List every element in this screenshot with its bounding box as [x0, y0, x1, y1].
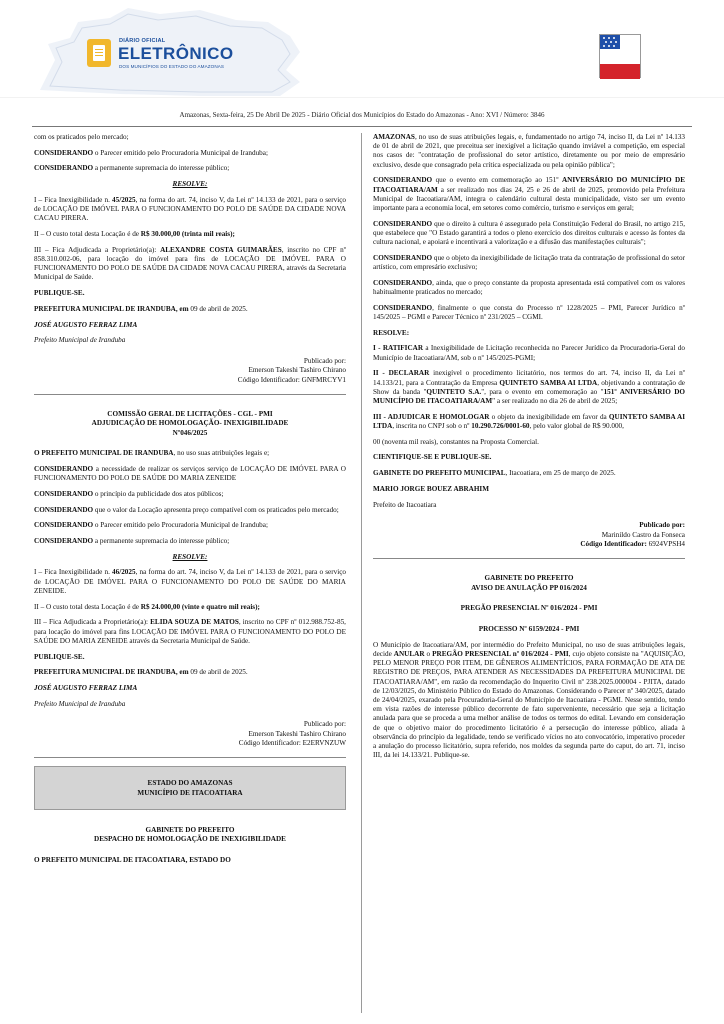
- left-column: [34, 133, 346, 872]
- section-title: GABINETE DO PREFEITO: [484, 574, 574, 583]
- paragraph: III – Fica Adjudicada a Proprietário(a): ELIDA SOUZA DE MATOS, inscrito no CPF nº 012.988.752-85, para locação do imóvel para fins LOCAÇÃO DE IMÓVEL PARA O FUNCIONAMENTO DO POLO DE SAÚDE DO MARIA ZENEIDE através da Secretaria Municipal de Saúde.: [34, 618, 346, 645]
- paragraph: CONSIDERANDO o Parecer emitido pelo Procuradoria Municipal de Iranduba;: [34, 521, 268, 530]
- signature-name: JOSÉ AUGUSTO FERRAZ LIMA: [34, 683, 138, 692]
- section-title: GABINETE DO PREFEITO: [145, 826, 235, 835]
- paragraph: AMAZONAS, no uso de suas atribuições legais, e, fundamentado no artigo 74, inciso II, da Lei nº 14.133 de 01 de abril de 2021, que preceitua ser inexigível a licitação quando inviável a competição, em especial nos casos de: "contratação de profissional do setor artístico, diretamente ou por meio de empresário exclusivo, desde que consagrado pela crítica especializada ou pela opinião pública";: [373, 133, 685, 169]
- state-label: ESTADO DO AMAZONAS: [147, 779, 233, 788]
- paragraph: I – Fica Inexigibilidade n. 46/2025, na forma do art. 74, inciso V, da Lei nº 14.133 de 2021, para o serviço de LOCAÇÃO DE IMÓVEL PARA O FUNCIONAMENTO DO POLO DE SAÚDE DO MARIA ZENEIDE.: [34, 568, 346, 595]
- published-by: Publicado por:: [303, 720, 346, 729]
- header-banner: [0, 0, 724, 98]
- paragraph: CONSIDERANDO a necessidade de realizar os serviços serviço de LOCAÇÃO DE IMÓVEL PARA O FUNCIONAMENTO DO POLO DE SAÚDE DO MARIA ZENEIDE: [34, 464, 346, 483]
- paragraph: CONSIDERANDO que o objeto da inexigibilidade de licitação trata da contratação de profissional do setor artístico, com empresário exclusivo;: [373, 253, 685, 272]
- paragraph: 00 (noventa mil reais), constantes na Proposta Comercial.: [373, 437, 539, 446]
- identifier-code: Código Identificador: GNFMRCYV1: [237, 375, 346, 384]
- paragraph: GABINETE DO PREFEITO MUNICIPAL, Itacoatiara, em 25 de março de 2025.: [373, 469, 616, 478]
- resolve-heading: RESOLVE:: [172, 180, 208, 189]
- publish-line: PUBLIQUE-SE.: [34, 652, 85, 661]
- section-title: PREGÃO PRESENCIAL Nº 016/2024 - PMI: [460, 604, 598, 613]
- dateline: Amazonas, Sexta-feira, 25 De Abril De 2025 - Diário Oficial dos Municípios do Estado do Amazonas - Ano: XVI / Número: 3846: [179, 111, 545, 119]
- paragraph: CONSIDERANDO o princípio da publicidade dos atos públicos;: [34, 489, 224, 498]
- paragraph: O Município de Itacoatiara/AM, por intermédio do Prefeito Municipal, no uso de suas atribuições legais, decide ANULAR o PREGÃO PRESENCIAL nº 016/2024 - PMI, cujo objeto consiste na "AQUISIÇÃO, PELO MENOR PREÇO POR ITEM, DE GÊNEROS ALIMENTÍCIOS, PARA FORMAÇÃO DE ATA DE REGISTRO DE PREÇOS, PARA ATENDER AS NECESSIDADES DA PREFEITURA MUNICIPAL DE ITACOATIARA/AM", em razão da recomendação do Inquerito Civil nº 238.2025.000004 - PJITA, datado de 12/03/2025, do Ministério Público do Estado do Amazonas. Considerando o Parecer nº 340/2025, datado de 24/04/2025, exarado pela Procuradoria-Geral do Município de Itacoatiara - PGMI. Nesse sentido, tendo em vista razões de interesse público decorrente de fato superveniente, necessário que seja a licitação anulada para que se proceda a uma melhor análise de todos os termos do edital. Levando em consideração de que o objetivo maior do procedimento licitatório é a persecução do interesse público, aliada à observância do princípio da legalidade, tendo se verificado vícios no ato convocatório, imperativo proceder a anulação do processo licitatório, supra referido, nos moldes da segunda parte do caput, do art. 71, inciso III, da lei 14.133/21. Publique-se.: [373, 640, 685, 760]
- signature-name: JOSÉ AUGUSTO FERRAZ LIMA: [34, 320, 138, 329]
- paragraph: III - ADJUDICAR E HOMOLOGAR o objeto da inexigibilidade em favor da QUINTETO SAMBA AI LTDA, inscrita no CNPJ sob o nº 10.290.726/0001-60, pelo valor global de R$ 90.000,: [373, 412, 685, 430]
- publisher-name: Emerson Takeshi Tashiro Chirano: [248, 366, 346, 375]
- paragraph: CONSIDERANDO a permanente supremacia do interesse público;: [34, 537, 230, 546]
- paragraph: PREFEITURA MUNICIPAL DE IRANDUBA, em 09 de abril de 2025.: [34, 668, 248, 677]
- paragraph: II – O custo total desta Locação é de R$ 24.000,00 (vinte e quatro mil reais);: [34, 602, 260, 611]
- section-title: DESPACHO DE HOMOLOGAÇÃO DE INEXIGIBILIDADE: [94, 835, 286, 844]
- resolve-heading: RESOLVE:: [373, 328, 410, 337]
- signature-name: MARIO JORGE BOUEZ ABRAHIM: [373, 484, 490, 493]
- section-title: AVISO DE ANULAÇÃO PP 016/2024: [471, 583, 587, 592]
- paragraph: PREFEITURA MUNICIPAL DE IRANDUBA, em 09 de abril de 2025.: [34, 304, 248, 313]
- paragraph: com os praticados pelo mercado;: [34, 133, 129, 141]
- identifier-code: Código Identificador: E2ERVNZUW: [238, 739, 346, 748]
- paragraph: III – Fica Adjudicada a Proprietário(a): ALEXANDRE COSTA GUIMARÃES, inscrito no CPF nº 858.310.002-06, para locação do imóvel para fins de LOCAÇÃO DE IMÓVEL PARA O FUNCIONAMENTO DO POLO DE SAÚDE DA CIDADE NOVA CACAU PIRERA, através da Secretaria Municipal de Saúde.: [34, 245, 346, 282]
- right-column: [373, 133, 685, 767]
- resolve-heading: RESOLVE:: [172, 552, 208, 561]
- paragraph: CONSIDERANDO a permanente supremacia do interesse público;: [34, 164, 230, 173]
- section-title: Nº046/2025: [172, 428, 208, 437]
- brand-subtitle: DOS MUNICÍPIOS DO ESTADO DO AMAZONAS: [119, 64, 225, 69]
- paragraph: O PREFEITO MUNICIPAL DE IRANDUBA, no uso suas atribuições legais e;: [34, 449, 270, 458]
- paragraph: O PREFEITO MUNICIPAL DE ITACOATIARA, ESTADO DO: [34, 856, 231, 865]
- section-divider: [373, 558, 685, 559]
- brand-title: ELETRÔNICO: [118, 44, 234, 63]
- section-divider: [34, 757, 346, 758]
- municipality-label: MUNICÍPIO DE ITACOATIARA: [137, 788, 243, 797]
- section-title: COMISSÃO GERAL DE LICITAÇÕES - CGL - PMI: [107, 410, 273, 419]
- paragraph: CONSIDERANDO o Parecer emitido pelo Procuradoria Municipal de Iranduba;: [34, 148, 268, 157]
- brand-small-text: DIÁRIO OFICIAL: [119, 38, 166, 44]
- section-divider: [34, 394, 346, 395]
- published-by: Publicado por:: [639, 521, 685, 530]
- header-divider: [32, 126, 692, 127]
- paragraph: CONSIDERANDO, ainda, que o preço constante da proposta apresentada está compatível com os valores habitualmente praticados no mercado;: [373, 278, 685, 297]
- amazonas-flag-icon: [599, 34, 641, 78]
- paragraph: I – Fica Inexigibilidade n. 45/2025, na forma do art. 74, inciso V, da Lei nº 14.133 de 2021, para o serviço de LOCAÇÃO DE IMÓVEL PARA O FUNCIONAMENTO DO POLO DE SAÚDE DA CIDADE NOVA CACAU PIRERA.: [34, 195, 346, 223]
- signature-role: Prefeito Municipal de Iranduba: [34, 336, 126, 345]
- paragraph: CONSIDERANDO que o valor da Locação apresenta preço compatível com os praticados pelo mercado;: [34, 505, 339, 514]
- paragraph: CONSIDERANDO que o direito à cultura é assegurado pela Constituição Federal do Brasil, no artigo 215, que estabelece que "O Estado garantirá a todos o pleno exercício dos direitos culturais e acesso às fontes da cultura nacional, e apoiará e incentivará a valorização e a difusão das manifestações culturais";: [373, 219, 685, 247]
- published-by: Publicado por:: [303, 357, 346, 365]
- entity-header-box: [34, 766, 346, 810]
- publisher-name: Marinildo Castro da Fonseca: [601, 530, 685, 539]
- document-logo-icon: [87, 39, 111, 67]
- paragraph: II – O custo total desta Locação é de R$ 30.000,00 (trinta mil reais);: [34, 230, 235, 239]
- publish-line: PUBLIQUE-SE.: [34, 289, 85, 298]
- signature-role: Prefeito Municipal de Iranduba: [34, 699, 126, 708]
- section-title: PROCESSO Nº 6159/2024 - PMI: [478, 625, 580, 634]
- paragraph: I - RATIFICAR a Inexigibilidade de Licitação reconhecida no Parecer Jurídico da Procuradoria-Geral do Município de Itacoatiara/AM, sob o nº 145/2025-PGMI;: [373, 344, 685, 362]
- signature-role: Prefeito de Itacoatiara: [373, 500, 437, 509]
- paragraph: CONSIDERANDO, finalmente o que consta do Processo nº 1228/2025 – PMI, Parecer Jurídico nº 145/2025 – PGMI e Parecer Técnico nº 231/2025 – CGMI.: [373, 303, 685, 321]
- publisher-name: Emerson Takeshi Tashiro Chirano: [248, 729, 346, 738]
- paragraph: CONSIDERANDO que o evento em comemoração ao 151º ANIVERSÁRIO DO MUNICÍPIO DE ITACOATIARA/AM a ser realizado nos dias 24, 25 e 26 de abril de 2025, promovido pela Prefeitura Municipal de Itacoatiara/AM, integra o calendário cultural desta municipalidade, visto ser um evento importante para a economia local, em setores como comércio, turismo e serviços em geral;: [373, 176, 685, 213]
- identifier-code: Código Identificador: 6924VPSH4: [580, 540, 685, 548]
- paragraph: II - DECLARAR inexigível o procedimento licitatório, nos termos do art. 74, inciso II, da Lei nº 14.133/21, para a Contratação da Empresa QUINTETO SAMBA AI LTDA, objetivando a contratação de Show da banda "QUINTETO S.A.", para o evento em comemoração ao "151º ANIVERSÁRIO DO MUNICÍPIO DE ITACOATIARA/AM" a ser realizado no dia 26 de abril de 2025;: [373, 369, 685, 406]
- column-divider: [361, 133, 362, 1013]
- publish-line: CIENTIFIQUE-SE E PUBLIQUE-SE.: [373, 453, 492, 462]
- section-title: ADJUDICAÇÃO DE HOMOLOGAÇÃO- INEXIGIBILIDADE: [91, 419, 289, 428]
